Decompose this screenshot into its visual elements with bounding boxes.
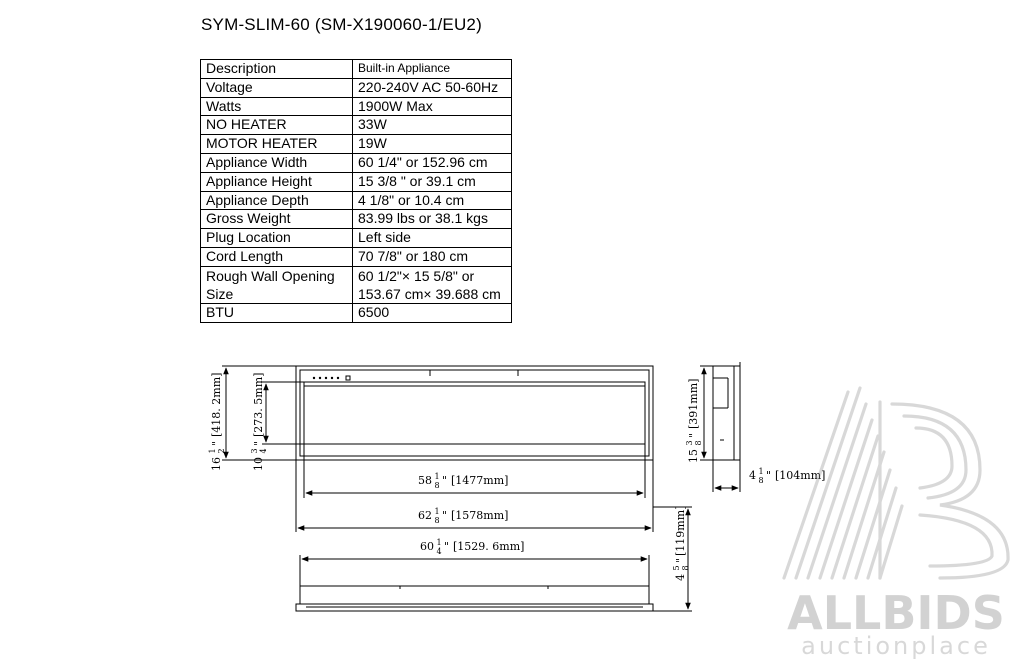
dim-top-depth-whole: 4 (674, 574, 687, 581)
spec-label: Plug Location (201, 229, 353, 248)
dim-height-outer (208, 373, 226, 471)
dim-side-height-den: 8 (694, 440, 703, 446)
dim-height-inner-mm: [273. 5mm] (252, 372, 265, 437)
spec-value: 15 3/8 " or 39.1 cm (353, 172, 512, 191)
spec-label: Cord Length (201, 247, 353, 266)
dim-height-inner (250, 373, 268, 471)
dim-side-depth-den: 8 (758, 476, 764, 485)
dim-width-inner-mm: [1477mm] (451, 474, 509, 487)
spec-label: NO HEATER (201, 116, 353, 135)
dim-width-inner-whole: 58 (418, 474, 432, 487)
top-view (296, 507, 692, 611)
spec-label: Appliance Height (201, 172, 353, 191)
dim-side-height-mm: [391mm] (687, 378, 700, 429)
spec-value: 19W (353, 135, 512, 154)
spec-label: Appliance Width (201, 153, 353, 172)
dim-side-height (685, 379, 703, 463)
dim-height-inner-whole: 10 (252, 457, 265, 471)
dim-height-inner-inch: " (252, 440, 265, 446)
dim-side-depth-whole: 4 (749, 469, 756, 482)
dim-height-inner-den: 4 (259, 448, 268, 454)
dimension-labels (208, 373, 825, 581)
dim-height-outer-inch: " (210, 440, 223, 446)
dim-top-depth-num: 5 (672, 565, 681, 571)
spec-value: Built-in Appliance (353, 60, 512, 79)
spec-value: 1900W Max (353, 97, 512, 116)
spec-value: 83.99 lbs or 38.1 kgs (353, 210, 512, 229)
spec-value: 33W (353, 116, 512, 135)
dim-width-inner-den: 8 (434, 481, 440, 490)
dim-width-body-mm: [1529. 6mm] (453, 540, 525, 553)
dim-side-height-inch: " (687, 432, 700, 438)
dim-height-outer-mm: [418. 2mm] (210, 372, 223, 437)
dim-height-inner-num: 3 (250, 448, 259, 454)
front-view (296, 366, 653, 460)
allbids-watermark (784, 388, 1008, 660)
spec-value: 60 1/4" or 152.96 cm (353, 153, 512, 172)
dim-side-depth-mm: [104mm] (775, 469, 826, 482)
allbids-logo-mark (784, 388, 1008, 578)
dim-top-depth-mm: [119mm] (674, 505, 687, 556)
spec-label: BTU (201, 303, 353, 322)
spec-label: Gross Weight (201, 210, 353, 229)
spec-label: MOTOR HEATER (201, 135, 353, 154)
dim-height-outer-num: 1 (208, 448, 217, 454)
allbids-brand-text: ALLBIDS (787, 586, 1005, 640)
dim-side-depth (749, 467, 825, 485)
dim-width-body (420, 538, 524, 556)
spec-label: Description (201, 60, 353, 79)
dim-width-inner-num: 1 (434, 472, 440, 481)
dim-side-height-num: 3 (685, 440, 694, 446)
spec-value: 4 1/8" or 10.4 cm (353, 191, 512, 210)
dim-top-depth (672, 506, 690, 581)
spec-value: 6500 (353, 303, 512, 322)
spec-label: Rough Wall Opening Size (201, 266, 353, 303)
dim-side-depth-num: 1 (758, 467, 764, 476)
dim-width-outer-mm: [1578mm] (451, 509, 509, 522)
spec-value: 70 7/8" or 180 cm (353, 247, 512, 266)
dim-width-body-num: 1 (436, 538, 442, 547)
document-title: SYM-SLIM-60 (SM-X190060-1/EU2) (201, 15, 482, 34)
dim-width-outer-num: 1 (434, 507, 440, 516)
dim-height-outer-den: 2 (217, 448, 226, 454)
dim-width-inner (418, 472, 508, 490)
dim-width-outer-inch: " (442, 509, 448, 522)
dim-side-height-whole: 15 (687, 449, 700, 463)
spec-label: Watts (201, 97, 353, 116)
dim-top-depth-den: 8 (681, 565, 690, 571)
dim-width-inner-inch: " (442, 474, 448, 487)
dim-side-depth-inch: " (766, 469, 772, 482)
dim-width-body-den: 4 (436, 547, 442, 556)
spec-value: 60 1/2"× 15 5/8" or 153.67 cm× 39.688 cm (353, 266, 512, 303)
dim-width-body-inch: " (444, 540, 450, 553)
dim-height-outer-whole: 16 (210, 457, 223, 471)
dim-top-depth-inch: " (674, 557, 687, 563)
spec-value: Left side (353, 229, 512, 248)
dim-width-body-whole: 60 (420, 540, 434, 553)
dim-width-outer (418, 507, 508, 525)
dim-width-outer-whole: 62 (418, 509, 432, 522)
spec-label: Voltage (201, 78, 353, 97)
allbids-tagline-text: auctionplace (801, 632, 991, 660)
dim-width-outer-den: 8 (434, 516, 440, 525)
spec-value: 220-240V AC 50-60Hz (353, 78, 512, 97)
spec-label: Appliance Depth (201, 191, 353, 210)
side-view (700, 362, 740, 492)
